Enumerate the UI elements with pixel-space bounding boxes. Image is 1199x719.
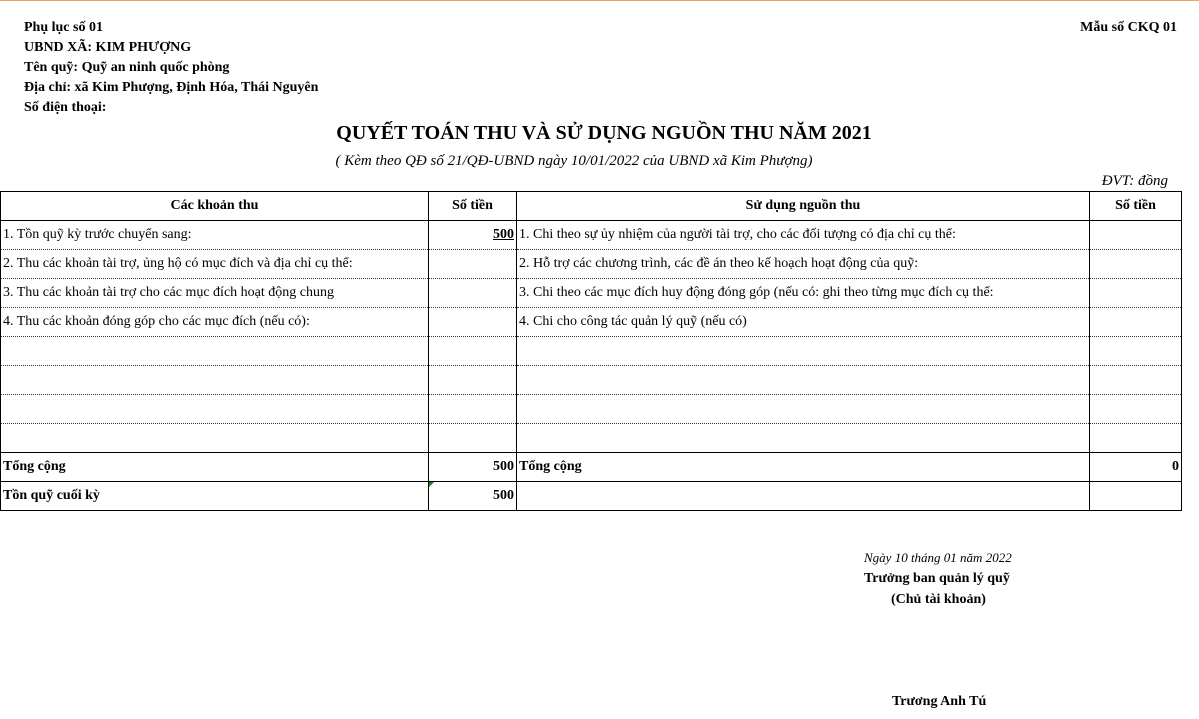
- signature-role: Trưởng ban quản lý quỹ: [864, 571, 1010, 586]
- income-amount-cell[interactable]: [429, 250, 517, 279]
- empty-cell[interactable]: [429, 395, 517, 424]
- empty-cell[interactable]: [517, 337, 1090, 366]
- signature-role-sub: (Chủ tài khoản): [891, 592, 986, 607]
- header-income: Các khoản thu: [1, 192, 429, 221]
- form-code: Mẫu số CKQ 01: [1080, 20, 1177, 35]
- closing-balance-row: [1, 482, 1182, 511]
- table-header-row: [1, 192, 1182, 221]
- table-row: [1, 221, 1182, 250]
- signature-date: Ngày 10 tháng 01 năm 2022: [864, 550, 1012, 565]
- income-cell[interactable]: 3. Thu các khoản tài trợ cho các mục đích hoạt động chung: [1, 279, 429, 308]
- settlement-table: [0, 191, 1182, 511]
- income-total-amount[interactable]: 500: [429, 453, 517, 482]
- empty-cell[interactable]: [1, 395, 429, 424]
- org-name: UBND XÃ: KIM PHƯỢNG: [24, 40, 192, 55]
- empty-cell[interactable]: [1090, 366, 1182, 395]
- unit-label: ĐVT: đồng: [1101, 173, 1168, 189]
- usage-total-amount[interactable]: 0: [1090, 453, 1182, 482]
- empty-cell[interactable]: [1, 424, 429, 453]
- phone: Số điện thoại:: [24, 100, 107, 115]
- empty-cell[interactable]: [1090, 337, 1182, 366]
- income-total-label[interactable]: Tổng cộng: [1, 453, 429, 482]
- usage-cell[interactable]: 1. Chi theo sự ủy nhiệm của người tài trợ, cho các đối tượng có địa chỉ cụ thể:: [517, 221, 1090, 250]
- closing-balance-amount[interactable]: 500: [429, 482, 517, 511]
- empty-cell[interactable]: [517, 482, 1090, 511]
- header-usage-amount: Số tiền: [1090, 192, 1182, 221]
- empty-row: [1, 395, 1182, 424]
- empty-cell[interactable]: [517, 395, 1090, 424]
- empty-cell[interactable]: [1090, 424, 1182, 453]
- empty-cell[interactable]: [429, 366, 517, 395]
- header-usage: Sử dụng nguồn thu: [517, 192, 1090, 221]
- empty-cell[interactable]: [517, 366, 1090, 395]
- empty-cell[interactable]: [429, 337, 517, 366]
- usage-amount-cell[interactable]: [1090, 279, 1182, 308]
- empty-cell[interactable]: [1, 366, 429, 395]
- appendix-label: Phụ lục số 01: [24, 20, 103, 35]
- usage-amount-cell[interactable]: [1090, 250, 1182, 279]
- empty-cell[interactable]: [1090, 395, 1182, 424]
- closing-balance-label[interactable]: Tồn quỹ cuối kỳ: [1, 482, 429, 511]
- usage-cell[interactable]: 4. Chi cho công tác quản lý quỹ (nếu có): [517, 308, 1090, 337]
- empty-cell[interactable]: [517, 424, 1090, 453]
- income-cell[interactable]: 2. Thu các khoản tài trợ, ủng hộ có mục đích và địa chỉ cụ thể:: [1, 250, 429, 279]
- usage-amount-cell[interactable]: [1090, 308, 1182, 337]
- fund-name: Tên quỹ: Quỹ an ninh quốc phòng: [24, 60, 230, 75]
- empty-cell[interactable]: [1090, 482, 1182, 511]
- table-row: [1, 250, 1182, 279]
- table-row: [1, 279, 1182, 308]
- page-subtitle: ( Kèm theo QĐ số 21/QĐ-UBND ngày 10/01/2022 của UBND xã Kim Phượng): [335, 153, 813, 169]
- income-cell[interactable]: 1. Tồn quỹ kỳ trước chuyển sang:: [1, 221, 429, 250]
- address: Địa chỉ: xã Kim Phượng, Định Hóa, Thái Nguyên: [24, 80, 319, 95]
- income-amount-cell[interactable]: [429, 308, 517, 337]
- empty-cell[interactable]: [1, 337, 429, 366]
- empty-row: [1, 424, 1182, 453]
- usage-amount-cell[interactable]: [1090, 221, 1182, 250]
- usage-cell[interactable]: 3. Chi theo các mục đích huy động đóng góp (nếu có: ghi theo từng mục đích cụ thể:: [517, 279, 1090, 308]
- empty-row: [1, 366, 1182, 395]
- empty-cell[interactable]: [429, 424, 517, 453]
- signatory-name: Trương Anh Tú: [892, 694, 987, 709]
- income-amount-cell[interactable]: [429, 279, 517, 308]
- usage-cell[interactable]: 2. Hỗ trợ các chương trình, các đề án theo kế hoạch hoạt động của quỹ:: [517, 250, 1090, 279]
- total-row: [1, 453, 1182, 482]
- header-income-amount: Số tiền: [429, 192, 517, 221]
- empty-row: [1, 337, 1182, 366]
- page-title: QUYẾT TOÁN THU VÀ SỬ DỤNG NGUỒN THU NĂM 2021: [336, 122, 872, 144]
- usage-total-label[interactable]: Tổng cộng: [517, 453, 1090, 482]
- income-amount-cell[interactable]: 500: [493, 227, 514, 242]
- table-row: [1, 308, 1182, 337]
- income-cell[interactable]: 4. Thu các khoản đóng góp cho các mục đích (nếu có):: [1, 308, 429, 337]
